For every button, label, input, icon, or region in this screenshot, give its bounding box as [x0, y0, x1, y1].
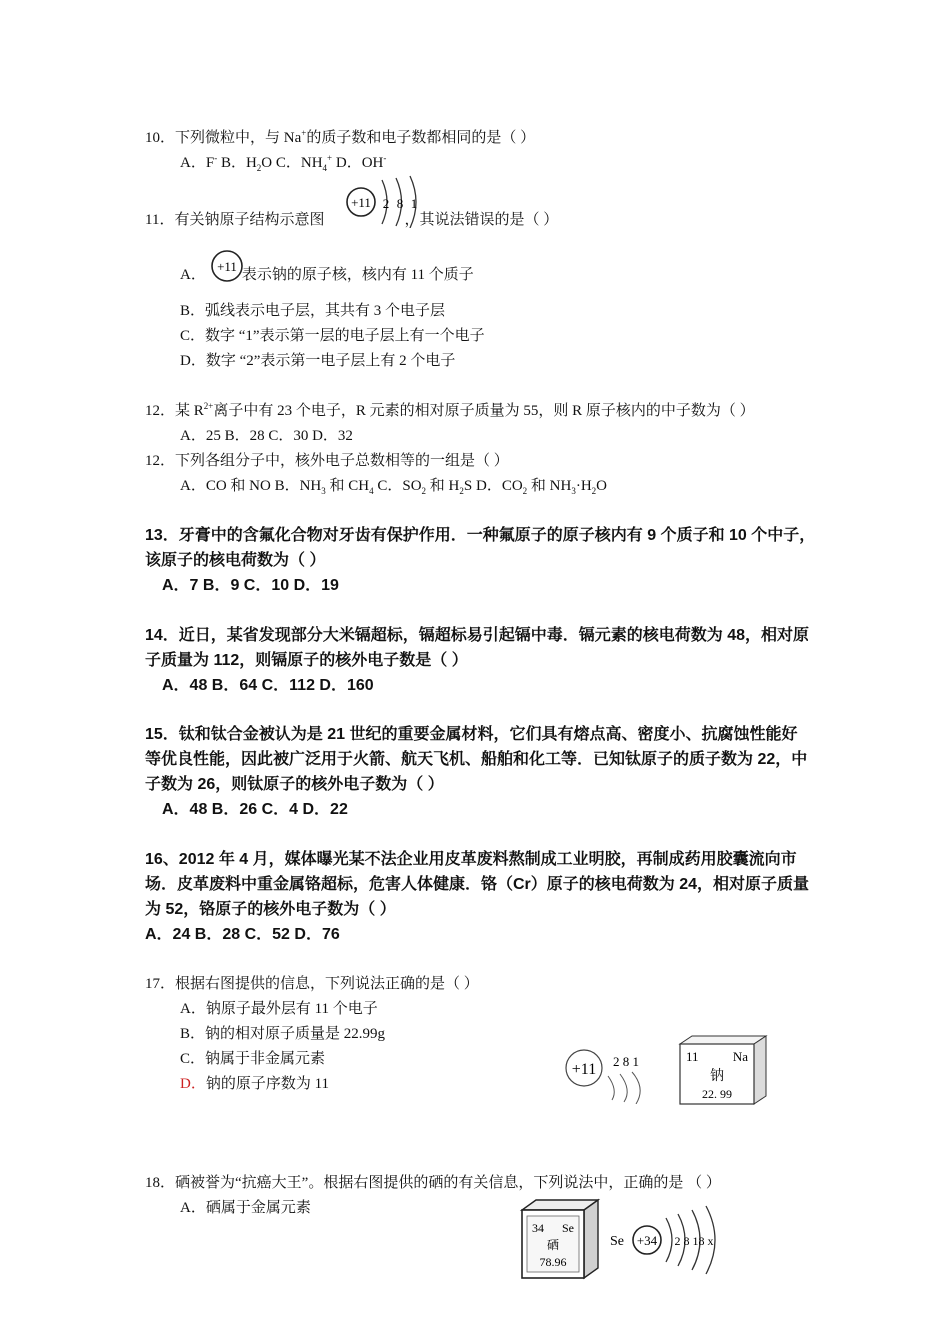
q14-line-2: 子质量为 112，则镉原子的核外电子数是（ ）: [145, 652, 468, 669]
nucleus-symbol: [208, 248, 246, 284]
q17-option-c: C．钠属于非金属元素: [180, 1051, 326, 1067]
q15-line-2: 等优良性能，因此被广泛用于火箭、航天飞机、船舶和化工等．已知钛原子的质子数为 22，中: [145, 751, 808, 768]
na-cell-top: [680, 1036, 766, 1044]
q14-options: A．48 B．64 C．112 D．160: [162, 677, 374, 694]
q18-stem: 18．硒被誉为“抗癌大王”。根据右图提供的硒的有关信息，下列说法中，正确的是 （ ）: [145, 1175, 721, 1191]
answer-mark: D．: [180, 1076, 206, 1092]
se-shell-counts: 2 8 18 x: [674, 1234, 714, 1248]
na-shell-counts: 2 8 1: [613, 1054, 639, 1069]
q12b-stem: 12．下列各组分子中，核外电子总数相等的一组是（ ）: [145, 453, 509, 469]
sodium-atom-diagram: [342, 172, 428, 228]
q16-line-1: 16、2012 年 4 月，媒体曝光某不法企业用皮革废料熬制成工业明胶，再制成药用胶囊流向市: [145, 851, 797, 868]
q15-options: A．48 B．26 C．4 D．22: [162, 801, 348, 818]
q11-option-c: C．数字 “1”表示第一层的电子层上有一个电子: [180, 328, 485, 344]
se-name: 硒: [546, 1238, 560, 1252]
se-cell-side: [584, 1200, 598, 1278]
na-cell-side: [754, 1036, 766, 1104]
q17-option-b: B．钠的相对原子质量是 22.99g: [180, 1026, 386, 1042]
nucleus-symbol-label: +11: [217, 259, 237, 274]
q16-line-2: 场．皮革废料中重金属铬超标，危害人体健康．铬（Cr）原子的核电荷数为 24，相对原子质量: [145, 876, 810, 893]
q13-options: A．7 B．9 C．10 D．19: [162, 577, 339, 594]
q12b-options: A．CO 和 NO B．$NH_3$ 和 $CH_4$ C．$SO_2$ 和 $H_2S$ D．$CO_2$ 和 $NH_3\cdot H_2O$: [180, 478, 607, 496]
na-shell-arc-1: [608, 1076, 614, 1100]
q11-stem: 11．有关钠原子结构示意图 ，其说法错误的是（ ）: [145, 212, 559, 228]
q17-option-a: A．钠原子最外层有 11 个电子: [180, 1001, 378, 1017]
q10-options: A．F- B．$H_2O$ C．$NH_4^+$ D．OH-: [180, 153, 387, 173]
nucleus-label: +11: [351, 195, 371, 210]
q17-option-d: D．钠的原子序数为 11: [180, 1076, 330, 1092]
shell-count-3: 1: [410, 196, 418, 211]
na-name: 钠: [710, 1069, 724, 1084]
q15-line-3: 子数为 26，则钛原子的核外电子数为（ ）: [145, 776, 444, 793]
se-nucleus-label: +34: [636, 1233, 658, 1248]
q11-option-a: A． 表示钠的原子核，核内有 11 个质子: [180, 267, 474, 283]
na-atomic-number: 11: [686, 1049, 699, 1064]
na-symbol: Na: [732, 1049, 748, 1064]
q17-stem: 17．根据右图提供的信息，下列说法正确的是（ ）: [145, 976, 479, 992]
se-symbol: Se: [562, 1221, 574, 1235]
na-nucleus-label: +11: [571, 1061, 597, 1078]
q10-stem: 10．下列微粒中，与 Na+的质子数和电子数都相同的是（ ）: [145, 128, 536, 146]
q13-line-1: 13．牙膏中的含氟化合物对牙齿有保护作用．一种氟原子的原子核内有 9 个质子和 10 个中子，: [145, 527, 816, 544]
q12a-stem: 12．某 $R^{2+}$离子中有 23 个电子，R 元素的相对原子质量为 55，则 R 原子核内的中子数为（ ）: [145, 401, 755, 419]
q14-line-1: 14．近日，某省发现部分大米镉超标，镉超标易引起镉中毒．镉元素的核电荷数为 48，相对原: [145, 627, 810, 644]
se-atomic-number: 34: [532, 1221, 544, 1235]
q11-option-b: B．弧线表示电子层，其共有 3 个电子层: [180, 303, 446, 319]
q13-line-2: 该原子的核电荷数为（ ）: [145, 552, 326, 569]
sodium-element-cell: [674, 1034, 770, 1106]
na-atomic-mass: 22. 99: [702, 1087, 732, 1101]
na-shell-arc-3: [632, 1072, 640, 1104]
shell-count-2: 8: [396, 196, 404, 211]
na-shell-arc-2: [620, 1074, 627, 1102]
q18-option-a: A．硒属于金属元素: [180, 1200, 311, 1216]
q12a-options: A．25 B．28 C．30 D．32: [180, 428, 353, 444]
q16-options: A．24 B．28 C．52 D．76: [145, 926, 340, 943]
q11-option-d: D．数字 “2”表示第一电子层上有 2 个电子: [180, 353, 456, 369]
selenium-atom-figure: [608, 1202, 732, 1276]
se-shell-arc-1: [666, 1218, 672, 1262]
se-atom-label: Se: [610, 1234, 624, 1249]
selenium-element-cell: [518, 1196, 602, 1284]
q16-line-3: 为 52，铬原子的核外电子数为（ ）: [145, 901, 396, 918]
shell-count-1: 2: [382, 196, 390, 211]
q15-line-1: 15．钛和钛合金被认为是 21 世纪的重要金属材料，它们具有熔点高、密度小、抗腐蚀性能好: [145, 726, 798, 743]
se-atomic-mass: 78.96: [539, 1255, 567, 1269]
sodium-atom-figure: [560, 1040, 660, 1104]
